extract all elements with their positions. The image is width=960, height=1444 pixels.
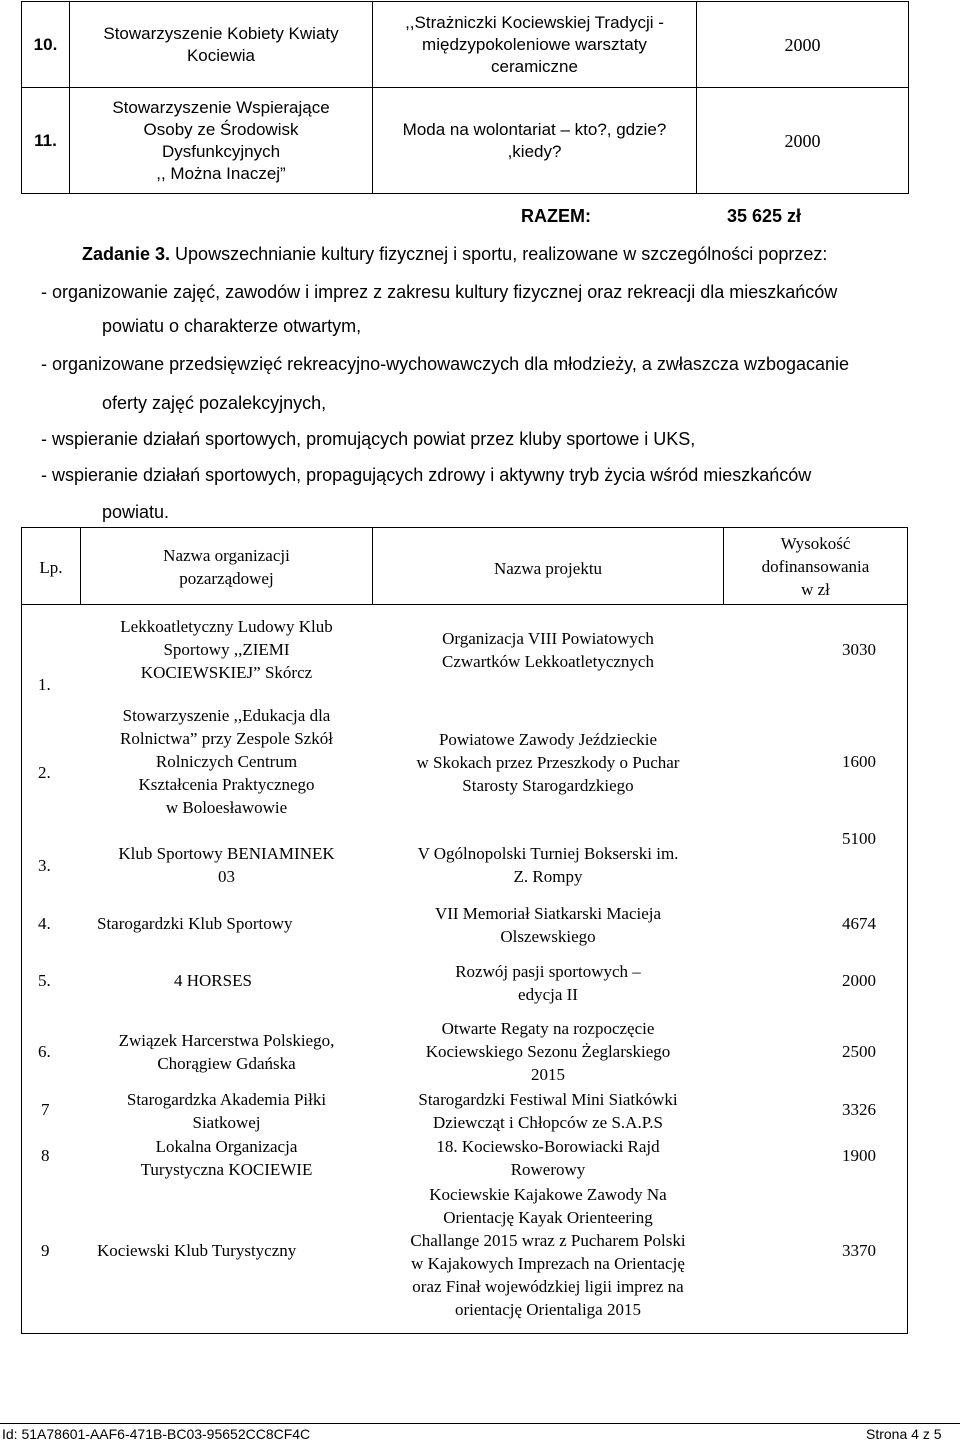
organization-name: Stowarzyszenie Kobiety Kwiaty Kociewia bbox=[70, 2, 373, 88]
organization-name: Lekkoatletyczny Ludowy Klub Sportowy ,,ZIEMI KOCIEWSKIEJ” Skórcz bbox=[120, 617, 333, 682]
list-item: - organizowanie zajęć, zawodów i imprez z zakresu kultury fizycznej oraz rekreacji dla mieszkańców bbox=[41, 282, 838, 302]
task-heading: Zadanie 3. bbox=[82, 244, 171, 264]
grant-amount: 2000 bbox=[697, 88, 909, 194]
row-number: 11. bbox=[22, 88, 70, 194]
list-item: - organizowane przedsięwzięć rekreacyjno-wychowawczych dla młodzieży, a zwłaszcza wzbogacanie bbox=[41, 354, 850, 374]
amount-header: Wysokość dofinansowania w zł bbox=[761, 534, 870, 599]
organization-name: Związek Harcerstwa Polskiego, Chorągiew Gdańska bbox=[118, 1031, 335, 1073]
task-intro: Zadanie 3. Upowszechnianie kultury fizycznej i sportu, realizowane w szczególności poprzez: bbox=[82, 244, 828, 264]
organization-name: Starogardzka Akademia Piłki Siatkowej bbox=[126, 1090, 327, 1132]
row-number: 10. bbox=[22, 2, 70, 88]
grant-amount: 4674 bbox=[842, 914, 876, 933]
document-id: Id: 51A78601-AAF6-471B-BC03-95652CC8CF4C bbox=[2, 1426, 311, 1442]
project-name: Kociewskie Kajakowe Zawody Na Orientację Kayak Orienteering Challange 2015 wraz z Pucharem Polski w Kajakowych Imprezach na Orientację oraz Finał wojewódzkiej ligii imprez na orientację Orientaliga 2015 bbox=[410, 1185, 686, 1319]
grant-amount: 2000 bbox=[842, 971, 876, 990]
page-number: Strona 4 z 5 bbox=[866, 1426, 942, 1442]
grant-amount: 1600 bbox=[842, 752, 876, 771]
grant-amount: 1900 bbox=[842, 1146, 876, 1165]
project-name: Organizacja VIII Powiatowych Czwartków Lekkoatletycznych bbox=[442, 629, 654, 671]
organization-name: 4 HORSES bbox=[174, 971, 252, 990]
project-name: Moda na wolontariat – kto?, gdzie? ,kiedy? bbox=[373, 88, 697, 194]
list-item: - wspieranie działań sportowych, promujących powiat przez kluby sportowe i UKS, bbox=[41, 429, 696, 449]
organization-name: Kociewski Klub Turystyczny bbox=[97, 1241, 297, 1260]
grant-amount: 3326 bbox=[842, 1100, 876, 1119]
row-number: 5. bbox=[38, 971, 51, 990]
list-item: oferty zajęć pozalekcyjnych, bbox=[102, 393, 327, 413]
row-number: 3. bbox=[38, 856, 51, 875]
row-number: 9 bbox=[41, 1241, 50, 1260]
organization-name: Klub Sportowy BENIAMINEK 03 bbox=[118, 844, 335, 886]
total-label: RAZEM: bbox=[521, 206, 591, 226]
organization-header: Nazwa organizacji pozarządowej bbox=[163, 546, 290, 588]
row-number: 6. bbox=[38, 1042, 51, 1061]
project-header: Nazwa projektu bbox=[493, 559, 603, 578]
grant-amount: 3030 bbox=[842, 640, 876, 659]
list-item: - wspieranie działań sportowych, propagujących zdrowy i aktywny tryb życia wśród mieszkańców bbox=[41, 465, 812, 485]
lp-header: Lp. bbox=[39, 558, 63, 577]
organization-name: Lokalna Organizacja Turystyczna KOCIEWIE bbox=[140, 1137, 313, 1179]
row-number: 2. bbox=[38, 763, 51, 782]
row-number: 4. bbox=[38, 914, 51, 933]
project-name: Otwarte Regaty na rozpoczęcie Kociewskiego Sezonu Żeglarskiego 2015 bbox=[425, 1019, 671, 1084]
project-name: 18. Kociewsko-Borowiacki Rajd Rowerowy bbox=[436, 1137, 660, 1179]
project-name: Rozwój pasji sportowych – edycja II bbox=[455, 962, 641, 1004]
list-item: powiatu. bbox=[102, 502, 170, 522]
grant-amount: 3370 bbox=[842, 1241, 876, 1260]
row-number: 8 bbox=[41, 1146, 50, 1165]
total-value: 35 625 zł bbox=[727, 206, 802, 226]
list-item: powiatu o charakterze otwartym, bbox=[102, 316, 362, 336]
project-name: ,,Strażniczki Kociewskiej Tradycji - międzypokoleniowe warsztaty ceramiczne bbox=[373, 2, 697, 88]
grant-amount: 5100 bbox=[842, 829, 876, 848]
grant-amount: 2000 bbox=[697, 2, 909, 88]
row-number: 7 bbox=[41, 1100, 50, 1119]
project-name: Starogardzki Festiwal Mini Siatkówki Dziewcząt i Chłopców ze S.A.P.S bbox=[418, 1090, 678, 1132]
organization-name: Stowarzyszenie Wspierające Osoby ze Środowisk Dysfunkcyjnych ,, Można Inaczej” bbox=[70, 88, 373, 194]
project-name: VII Memoriał Siatkarski Macieja Olszewskiego bbox=[434, 904, 662, 946]
grant-amount: 2500 bbox=[842, 1042, 876, 1061]
project-name: V Ogólnopolski Turniej Bokserski im. Z. Rompy bbox=[417, 844, 679, 886]
row-number: 1. bbox=[38, 675, 51, 694]
organization-name: Starogardzki Klub Sportowy bbox=[97, 914, 293, 933]
organization-name: Stowarzyszenie ,,Edukacja dla Rolnictwa” przy Zespole Szkół Rolniczych Centrum Kształcenia Praktycznego w Boloesławowie bbox=[120, 706, 333, 817]
project-name: Powiatowe Zawody Jeździeckie w Skokach przez Przeszkody o Puchar Starosty Starogardzkiego bbox=[416, 730, 680, 795]
